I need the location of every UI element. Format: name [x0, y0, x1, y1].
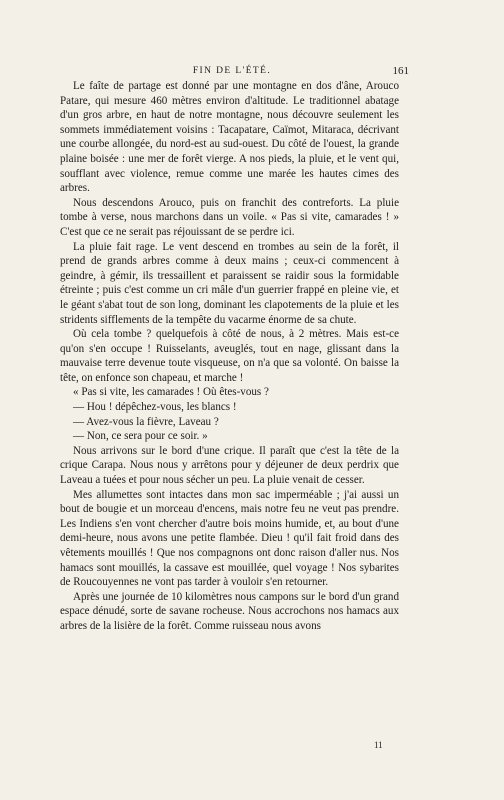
paragraph: Après une journée de 10 kilomètres nous campons sur le bord d'un grand espace dénudé, sorte de savane rocheuse. Nous accrochons nos hamacs aux arbres de la lisière de la forêt. Comme ruisseau nous avons — [60, 590, 399, 632]
dialogue-line: — Non, ce sera pour ce soir. » — [73, 430, 208, 443]
page-number: 161 — [392, 65, 409, 77]
signature-mark: 11 — [374, 740, 383, 750]
body-text — [60, 79, 399, 634]
dialogue-line: « Pas si vite, les camarades ! Où êtes-vous ? — [73, 386, 269, 399]
page-header — [60, 64, 409, 80]
paragraph: Mes allumettes sont intactes dans mon sac imperméable ; j'ai aussi un bout de bougie et un morceau d'encens, mais notre feu ne veut pas prendre. Les Indiens s'en vont chercher d'autre bois moins humide, et, au bout d'une demi-heure, nous avons une petite flambée. Dieu ! qu'il fait froid dans des vêtements mouillés ! Que nos compagnons ont donc raison d'aller nus. Nos hamacs sont mouillés, la cassave est mouillée, quel voyage ! Nos sybarites de Roucouyennes ne vont pas tarder à vouloir s'en retourner. — [60, 488, 399, 589]
paragraph: La pluie fait rage. Le vent descend en trombes au sein de la forêt, il prend de grands arbres comme à deux mains ; ceux-ci commencent à geindre, à gémir, ils tressaillent et paraissent se raidir sous la formidable étreinte ; puis c'est comme un cri mâle d'un guerrier frappé en pleine vie, et le géant s'abat tout de son long, dominant les clapotements de la pluie et les stridents sifflements de la tempête du vacarme énorme de sa chute. — [60, 240, 399, 326]
dialogue-line: — Avez-vous la fièvre, Laveau ? — [73, 415, 219, 428]
paragraph: Où cela tombe ? quelquefois à côté de nous, à 2 mètres. Mais est-ce qu'on s'en occupe ! Ruisselants, aveuglés, tout en nage, glissant dans la mauvaise terre devenue toute visqueuse, on n'a que sa volonté. On baisse la tête, on enfonce son chapeau, et marche ! — [60, 328, 399, 384]
running-title: FIN DE L'ÉTÉ. — [192, 66, 272, 76]
dialogue-line: — Hou ! dépêchez-vous, les blancs ! — [73, 401, 237, 414]
paragraph: Le faîte de partage est donné par une montagne en dos d'âne, Arouco Patare, qui mesure 460 mètres environ d'altitude. Le traditionnel abatage d'un gros arbre, en haut de notre montagne, nous découvre seulement les sommets immédiatement voisins : Tacapatare, Caïmot, Mitaraca, décrivant une courbe allongée, du nord-est au sud-ouest. Du côté de l'ouest, la grande plaine boisée : une mer de forêt vierge. A nos pieds, la pluie, et le vent qui, soufflant avec violence, remue comme une marée les hautes cimes des arbres. — [60, 80, 399, 195]
paragraph: Nous descendons Arouco, puis on franchit des contreforts. La pluie tombe à verse, nous marchons dans un voile. « Pas si vite, camarades ! » C'est que ce ne serait pas réjouissant de se perdre ici. — [60, 196, 399, 238]
paragraph: Nous arrivons sur le bord d'une crique. Il paraît que c'est la tête de la crique Carapa. Nous nous y arrêtons pour y déjeuner de deux perdrix que Laveau a tuées et pour nous sécher un peu. La pluie venait de cesser. — [60, 444, 399, 487]
